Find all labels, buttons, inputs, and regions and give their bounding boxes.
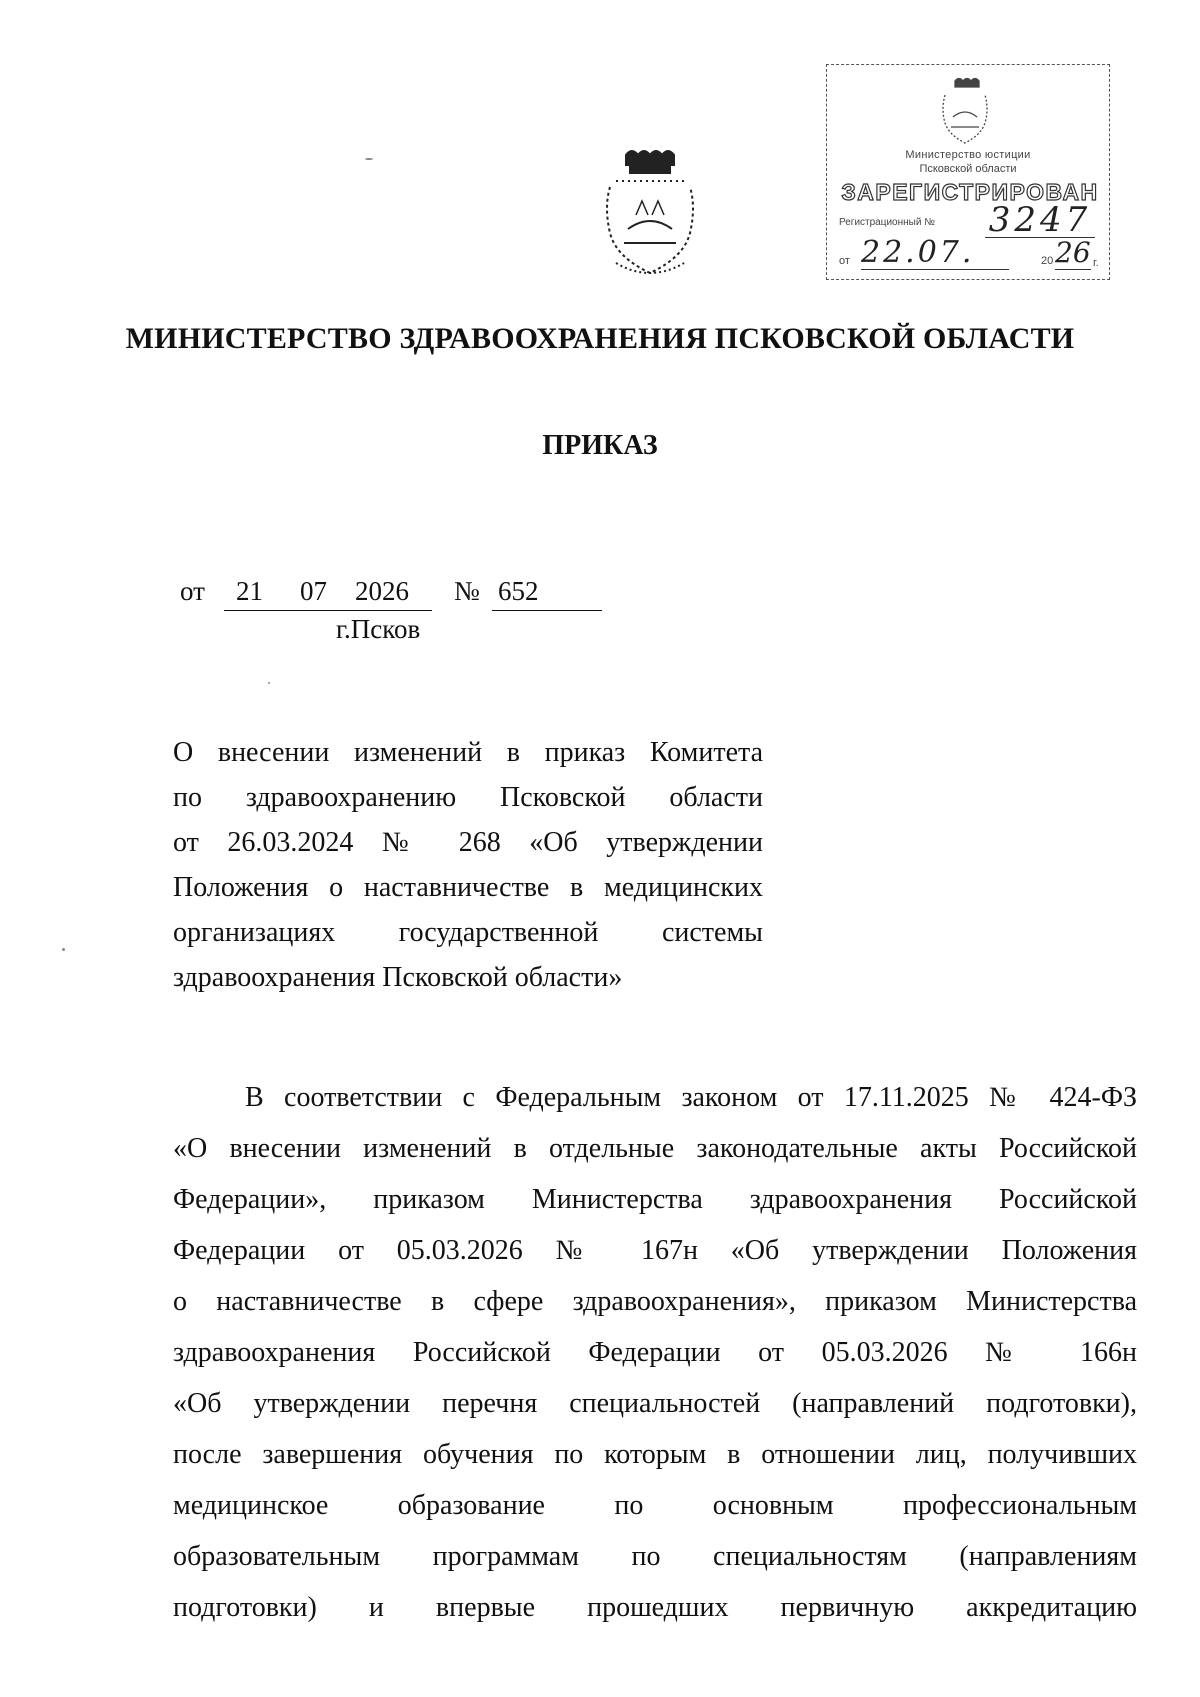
order-day: 21 bbox=[236, 576, 263, 606]
body-line: образовательным программам по специальностям (направлениям bbox=[173, 1541, 1137, 1572]
ministry-title: МИНИСТЕРСТВО ЗДРАВООХРАНЕНИЯ ПСКОВСКОЙ ОБЛАСТИ bbox=[125, 322, 1075, 355]
subject-line: здравоохранения Псковской области» bbox=[173, 962, 623, 993]
body-line: «О внесении изменений в отдельные законодательные акты Российской bbox=[173, 1133, 1137, 1164]
body-line: «Об утверждении перечня специальностей (направлений подготовки), bbox=[173, 1388, 1137, 1419]
body-line: о наставничестве в сфере здравоохранения», приказом Министерства bbox=[173, 1286, 1137, 1317]
scan-speck bbox=[62, 948, 65, 951]
stamp-year: 26 bbox=[1055, 236, 1091, 269]
subject-line: О внесении изменений в приказ Комитета bbox=[173, 737, 763, 768]
order-from-label: от bbox=[180, 576, 205, 606]
order-city: г.Псков bbox=[336, 614, 421, 644]
order-body bbox=[173, 1072, 1137, 1633]
body-line: медицинское образование по основным профессиональным bbox=[173, 1490, 1137, 1521]
scan-speck bbox=[268, 682, 270, 684]
subject-line: организациях государственной системы bbox=[173, 917, 763, 948]
stamp-year-prefix: 20 bbox=[1041, 255, 1054, 267]
stamp-emblem-icon bbox=[937, 75, 993, 147]
stamp-ministry-text: Министерство юстиции bbox=[905, 149, 1031, 161]
stamp-from-label: от bbox=[839, 255, 850, 267]
body-line: В соответствии с Федеральным законом от 17.11.2025 № 424-ФЗ bbox=[245, 1082, 1137, 1113]
subject-line: по здравоохранению Псковской области bbox=[173, 782, 763, 813]
stamp-reg-number: 3247 bbox=[985, 203, 1095, 238]
body-line: после завершения обучения по которым в отношении лиц, получивших bbox=[173, 1439, 1137, 1470]
body-line: Федерации», приказом Министерства здравоохранения Российской bbox=[173, 1184, 1137, 1215]
order-year: 2026 bbox=[355, 576, 409, 606]
stamp-region-text: Псковской области bbox=[919, 163, 1017, 175]
date-underline bbox=[224, 610, 432, 611]
scan-speck bbox=[365, 158, 373, 160]
stamp-status-text: ЗАРЕГИСТРИРОВАН bbox=[841, 179, 1099, 205]
body-line: подготовки) и впервые прошедших первичную аккредитацию bbox=[173, 1592, 1137, 1623]
stamp-year-suffix: г. bbox=[1093, 257, 1099, 269]
order-subject bbox=[173, 730, 763, 1000]
stamp-reg-label: Регистрационный № bbox=[839, 217, 935, 228]
document-type-title: ПРИКАЗ bbox=[542, 430, 658, 461]
subject-line: Положения о наставничестве в медицинских bbox=[173, 872, 763, 903]
order-number-sign: № bbox=[454, 576, 480, 606]
body-line: Федерации от 05.03.2026 № 167н «Об утверждении Положения bbox=[173, 1235, 1137, 1266]
coat-of-arms-emblem bbox=[596, 143, 704, 283]
body-line: здравоохранения Российской Федерации от 05.03.2026 № 166н bbox=[173, 1337, 1137, 1368]
order-month: 07 bbox=[300, 576, 327, 606]
stamp-date: 22.07. bbox=[861, 237, 1009, 270]
subject-line: от 26.03.2024 № 268 «Об утверждении bbox=[173, 827, 763, 858]
registration-stamp bbox=[826, 64, 1110, 280]
order-number: 652 bbox=[498, 576, 539, 606]
number-underline bbox=[492, 610, 602, 611]
